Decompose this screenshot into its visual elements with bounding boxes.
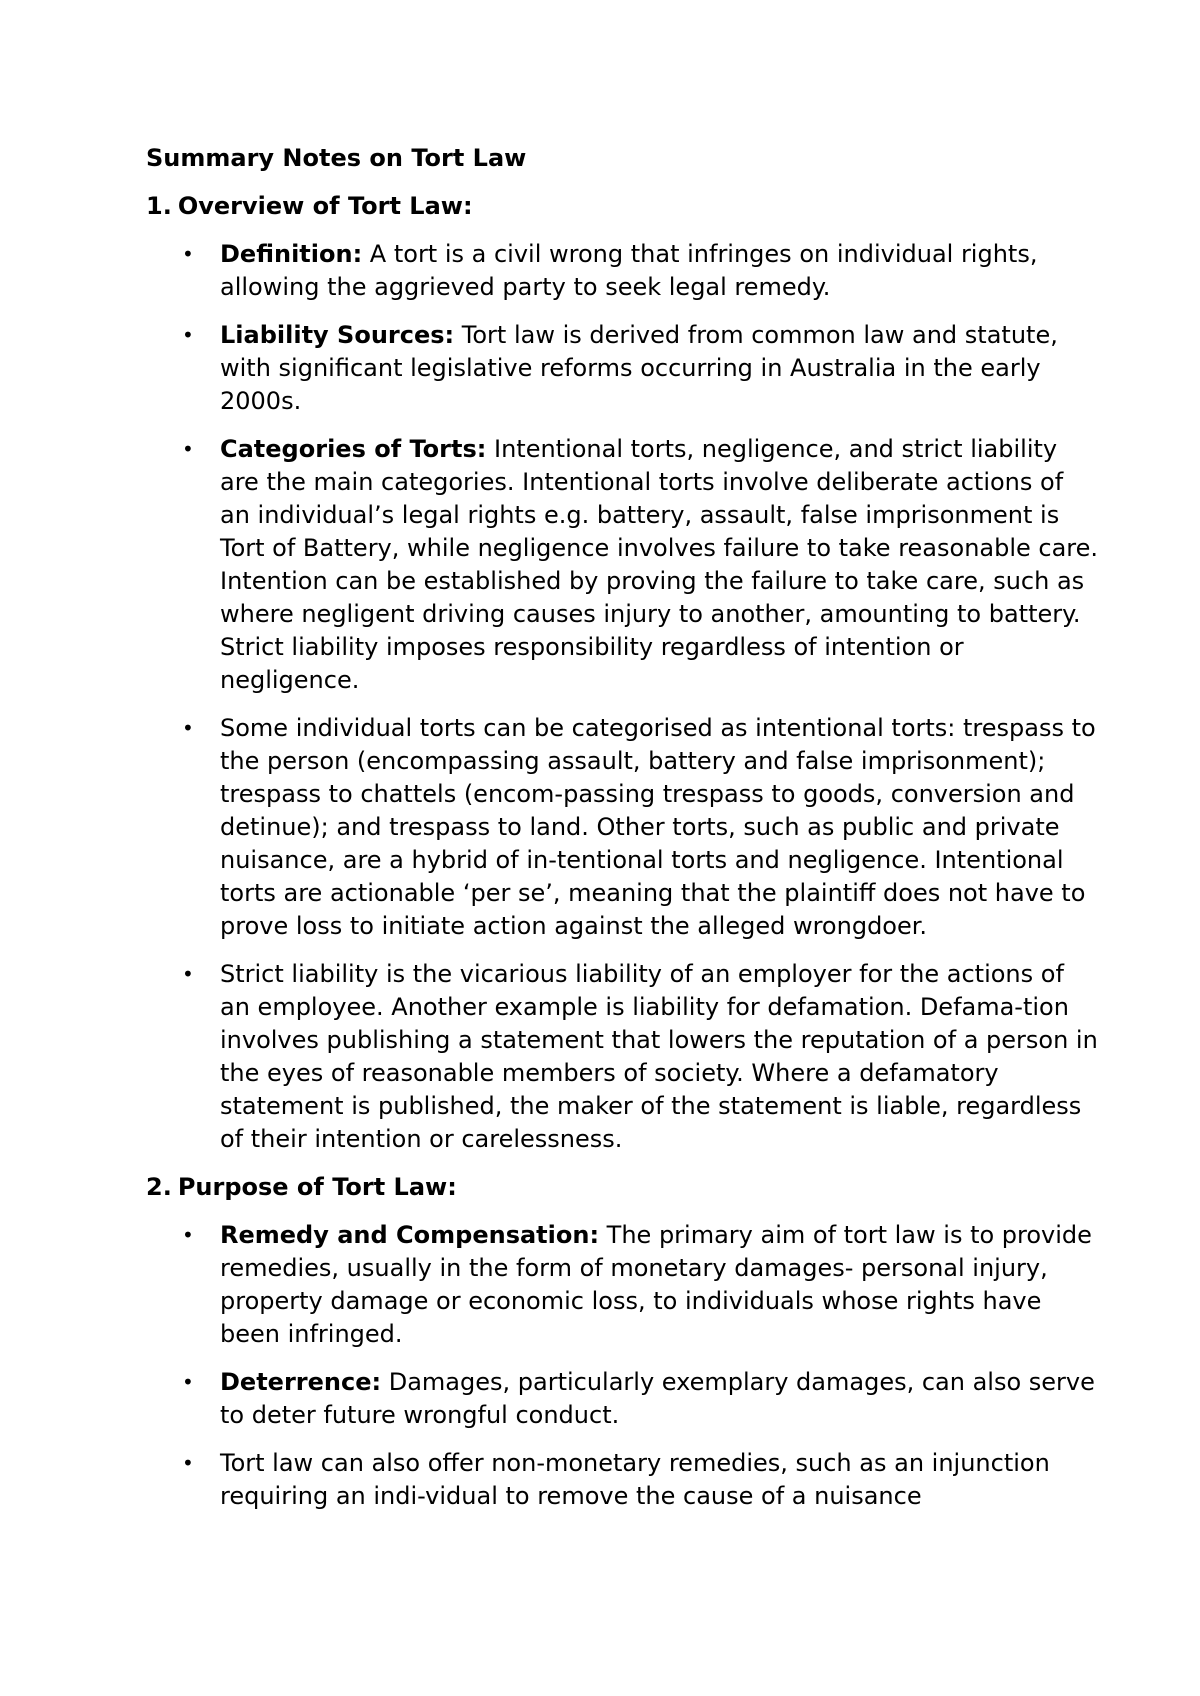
item-term: Definition: — [220, 240, 363, 268]
section-purpose — [146, 1171, 1095, 1513]
item-term: Categories of Torts: — [220, 435, 487, 463]
list-item — [146, 712, 1100, 943]
bullet-icon: • — [182, 962, 194, 986]
item-term: Remedy and Compensation: — [220, 1221, 600, 1249]
list-item — [146, 319, 1100, 418]
list-item — [146, 1219, 1100, 1351]
section-number: 2. — [146, 1173, 172, 1201]
document-page — [146, 142, 1099, 1528]
section-overview — [146, 190, 1099, 1156]
item-text: Intentional torts, negligence, and strict liability are the main categories. Intentional torts involve deliberate actions of an individual’s legal rights e.g. battery, assault, false imprisonment is Tort of Battery, while negligence involves failure to take reasonable care. Intention can be established by proving the failure to take care, such as where negligent driving causes injury to another, amounting to battery. Strict liability imposes responsibility regardless of intention or negligence. — [220, 435, 1099, 694]
item-text: Tort law is derived from common law and statute, with significant legislative reforms occurring in Australia in the early 2000s. — [220, 321, 1058, 415]
bullet-icon: • — [182, 242, 194, 266]
item-text: Damages, particularly exemplary damages, can also serve to deter future wrongful conduct. — [220, 1368, 1095, 1429]
list-item — [146, 433, 1100, 697]
list-item — [146, 1447, 1100, 1513]
bullet-icon: • — [182, 1370, 194, 1394]
item-text: A tort is a civil wrong that infringes on individual rights, allowing the aggrieved party to seek legal remedy. — [220, 240, 1038, 301]
section-heading — [146, 190, 1086, 223]
bullet-icon: • — [182, 1223, 194, 1247]
bullet-icon: • — [182, 323, 194, 347]
section-title: Overview of Tort Law: — [177, 192, 473, 220]
item-text: Some individual torts can be categorised as intentional torts: trespass to the person (encompassing assault, battery and false imprisonment); trespass to chattels (encom-passing trespass to goods, conversion and detinue); and trespass to land. Other torts, such as public and private nuisance, are a hybrid of in-tentional torts and negligence. Intentional torts are actionable ‘per se’, meaning that the plaintiff does not have to prove loss to initiate action against the alleged wrongdoer. — [220, 714, 1096, 940]
item-term: Deterrence: — [220, 1368, 382, 1396]
item-term: Liability Sources: — [220, 321, 455, 349]
item-text: The primary aim of tort law is to provide remedies, usually in the form of monetary damages- personal injury, property damage or economic loss, to individuals whose rights have been infringed. — [220, 1221, 1092, 1348]
section-title: Purpose of Tort Law: — [177, 1173, 457, 1201]
item-text: Strict liability is the vicarious liability of an employer for the actions of an employee. Another example is liability for defamation. Defama-tion involves publishing a statement that lowers the reputation of a person in the eyes of reasonable members of society. Where a defamatory statement is published, the maker of the statement is liable, regardless of their intention or carelessness. — [220, 960, 1098, 1153]
section-heading — [146, 1171, 1086, 1204]
section-number: 1. — [146, 192, 172, 220]
item-text: Tort law can also offer non-monetary remedies, such as an injunction requiring an indi-vidual to remove the cause of a nuisance — [220, 1449, 1050, 1510]
bullet-list — [146, 238, 1099, 1156]
list-item — [146, 1366, 1100, 1432]
list-item — [146, 238, 1100, 304]
bullet-icon: • — [182, 437, 194, 461]
bullet-icon: • — [182, 716, 194, 740]
bullet-icon: • — [182, 1451, 194, 1475]
document-title: Summary Notes on Tort Law — [146, 144, 527, 172]
list-item — [146, 958, 1100, 1156]
bullet-list — [146, 1219, 1095, 1513]
